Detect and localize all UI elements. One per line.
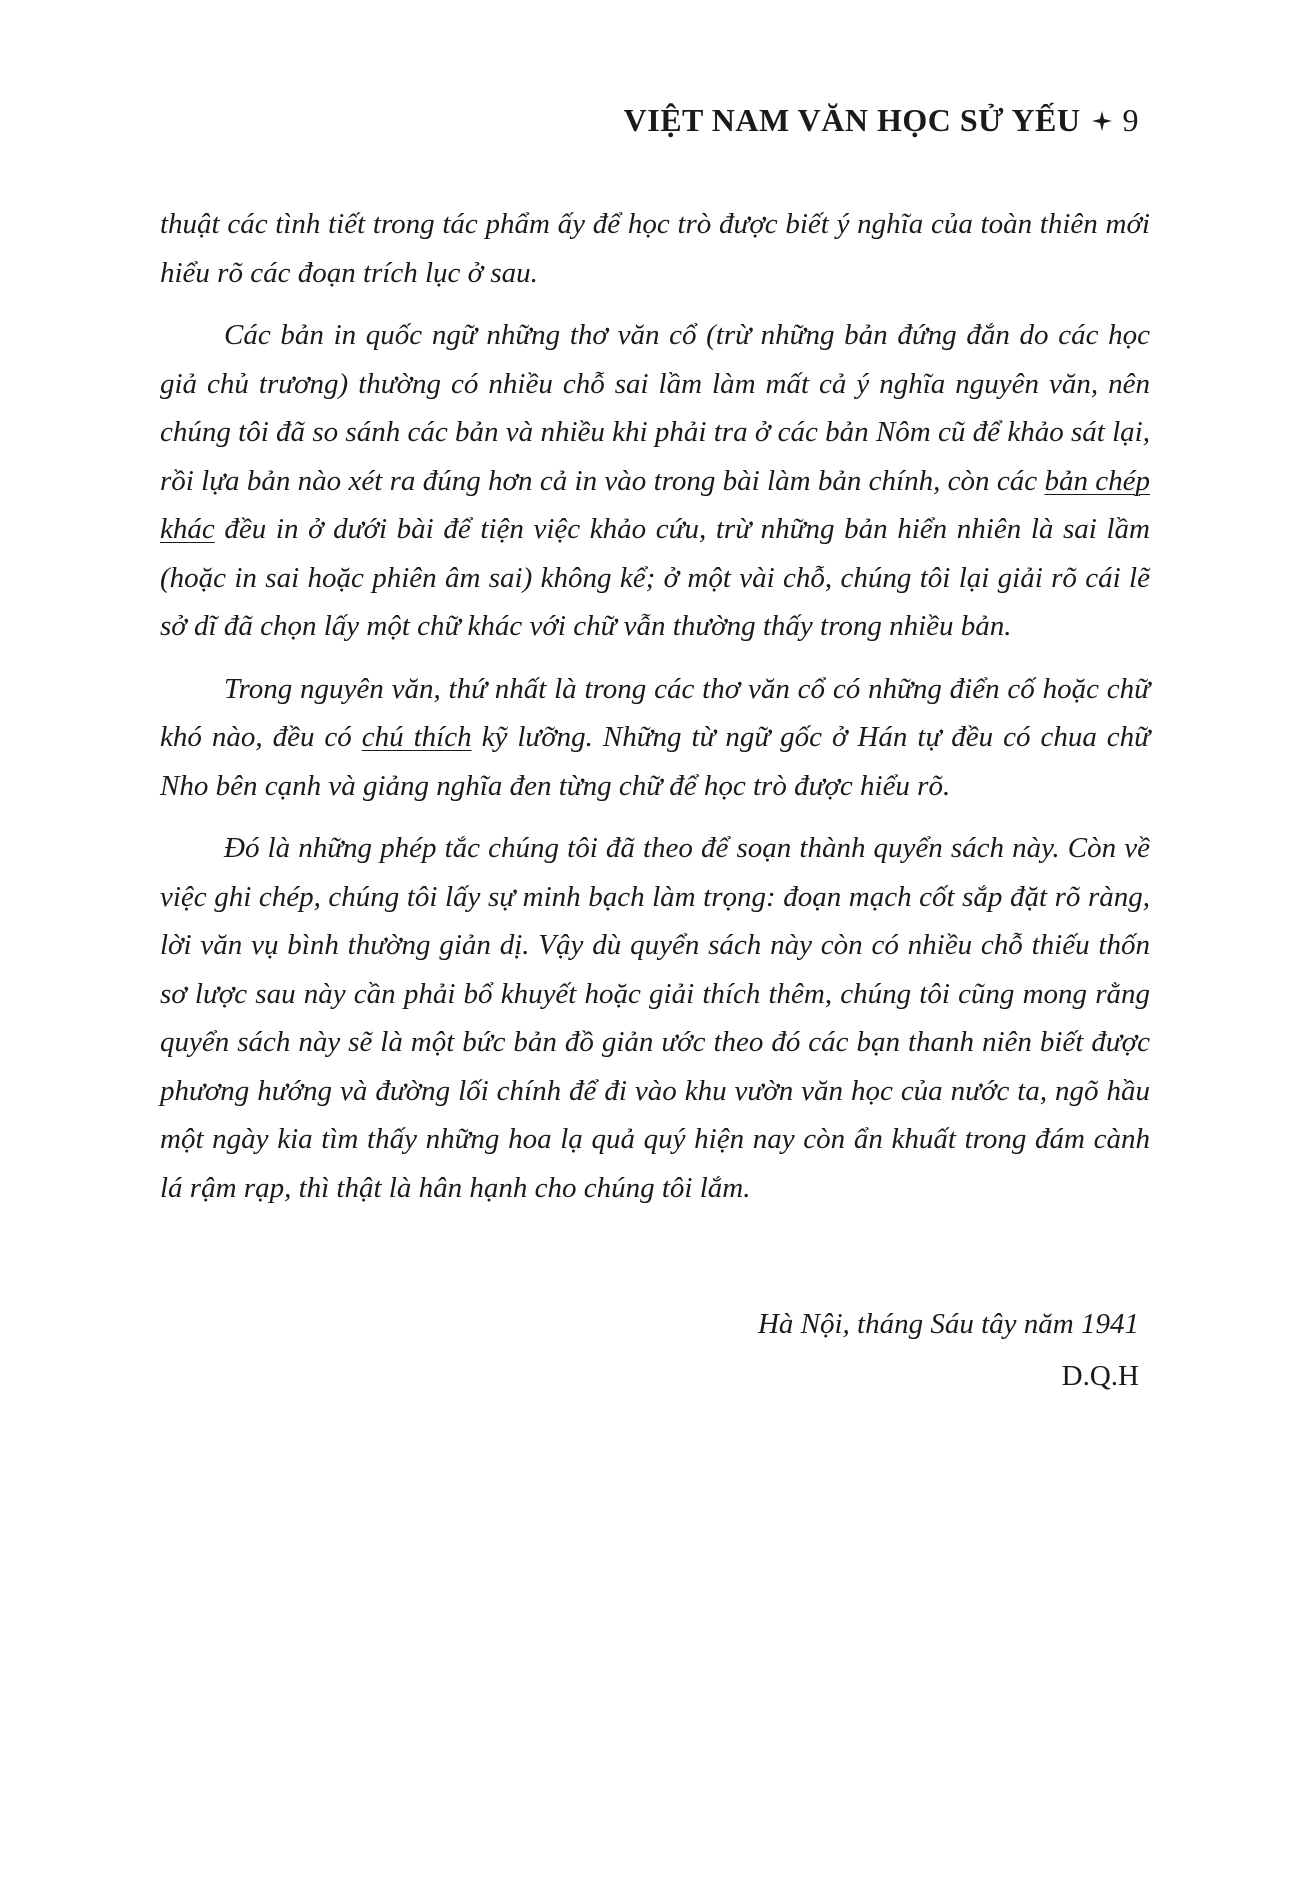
paragraph <box>160 665 1150 811</box>
paragraph <box>160 200 1150 297</box>
text-segment: Đó là những phép tắc chúng tôi đã theo để soạn thành quyển sách này. Còn về việc ghi chép, chúng tôi lấy sự minh bạch làm trọng: đoạn mạch cốt sắp đặt rõ ràng, lời văn vụ bình thường giản dị. Vậy dù quyển sách này còn có nhiều chỗ thiếu thốn sơ lược sau này cần phải bổ khuyết hoặc giải thích thêm, chúng tôi cũng mong rằng quyển sách này sẽ là một bức bản đồ giản ước theo đó các bạn thanh niên biết được phương hướng và đường lối chính để đi vào khu vườn văn học của nước ta, ngõ hầu một ngày kia tìm thấy những hoa lạ quả quý hiện nay còn ẩn khuất trong đám cành lá rậm rạp, thì thật là hân hạnh cho chúng tôi lắm. <box>160 832 1150 1204</box>
text-segment: thuật các tình tiết trong tác phẩm ấy để học trò được biết ý nghĩa của toàn thiên mới hiểu rõ các đoạn trích lục ở sau. <box>160 208 1150 289</box>
signoff <box>758 1298 1139 1402</box>
author-initials: D.Q.H <box>1061 1360 1139 1392</box>
paragraph <box>160 824 1150 1212</box>
underlined-term: bản chép khác <box>160 464 1150 545</box>
text-segment: đều in ở dưới bài để tiện việc khảo cứu, trừ những bản hiển nhiên là sai lầm (hoặc in sai hoặc phiên âm sai) không kể; ở một vài chỗ, chúng tôi lại giải rõ cái lẽ sở dĩ đã chọn lấy một chữ khác với chữ vẫn thường thấy trong nhiều bản. <box>160 513 1150 642</box>
underlined-term: chú thích <box>361 721 472 753</box>
place-date: Hà Nội, tháng Sáu tây năm 1941 <box>757 1308 1139 1340</box>
body-text <box>160 200 1150 1226</box>
paragraph <box>160 311 1150 651</box>
running-header <box>624 102 1139 139</box>
book-title: VIỆT NAM VĂN HỌC SỬ YẾU <box>623 102 1081 138</box>
text-segment: Các bản in quốc ngữ những thơ văn cổ (trừ những bản đứng đắn do các học giả chủ trương) thường có nhiều chỗ sai lầm làm mất cả ý nghĩa nguyên văn, nên chúng tôi đã so sánh các bản và nhiều khi phải tra ở các bản Nôm cũ để khảo sát lại, rồi lựa bản nào xét ra đúng hơn cả in vào trong bài làm bản chính, còn các <box>160 319 1150 497</box>
four-point-star-icon <box>1091 110 1113 132</box>
text-segment: Trong nguyên văn, thứ nhất là trong các thơ văn cổ có những điển cố hoặc chữ khó nào, đều có <box>160 672 1150 753</box>
text-segment: kỹ lưỡng. Những từ ngữ gốc ở Hán tự đều có chua chữ Nho bên cạnh và giảng nghĩa đen từng chữ để học trò được hiểu rõ. <box>160 721 1150 802</box>
page-number: 9 <box>1122 102 1139 138</box>
